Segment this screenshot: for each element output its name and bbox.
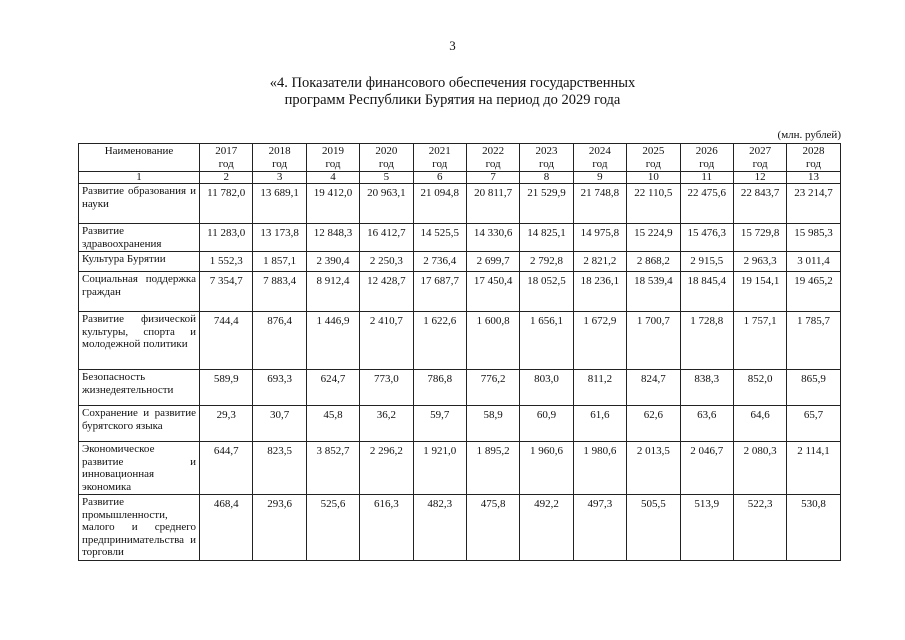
year-unit-label: год bbox=[752, 157, 768, 170]
table-body bbox=[79, 184, 841, 561]
value-cell: 59,7 bbox=[413, 406, 466, 442]
table-row bbox=[79, 224, 841, 252]
value-cell: 61,6 bbox=[573, 406, 626, 442]
program-name-cell: Культура Бурятии bbox=[79, 252, 200, 272]
year-column-header bbox=[306, 144, 359, 172]
table-row bbox=[79, 272, 841, 312]
program-name-cell: Развитие образования и науки bbox=[79, 184, 200, 224]
document-title bbox=[0, 75, 905, 109]
year-column-header bbox=[200, 144, 253, 172]
year-column-header bbox=[360, 144, 413, 172]
value-cell: 15 476,3 bbox=[680, 224, 733, 252]
year-column-header bbox=[627, 144, 680, 172]
value-cell: 62,6 bbox=[627, 406, 680, 442]
table-row bbox=[79, 406, 841, 442]
name-column-header: Наименование bbox=[79, 144, 200, 172]
year-unit-label: год bbox=[699, 157, 715, 170]
value-cell: 1 600,8 bbox=[466, 312, 519, 370]
value-cell: 744,4 bbox=[200, 312, 253, 370]
value-cell: 2 390,4 bbox=[306, 252, 359, 272]
page-number: 3 bbox=[449, 38, 456, 53]
value-cell: 15 729,8 bbox=[733, 224, 786, 252]
value-cell: 786,8 bbox=[413, 370, 466, 406]
value-cell: 21 529,9 bbox=[520, 184, 573, 224]
value-cell: 616,3 bbox=[360, 495, 413, 561]
year-unit-label: год bbox=[325, 157, 341, 170]
value-cell: 36,2 bbox=[360, 406, 413, 442]
title-line-2: программ Республики Бурятия на период до 2029 года bbox=[284, 92, 621, 108]
year-column-header bbox=[466, 144, 519, 172]
value-cell: 64,6 bbox=[733, 406, 786, 442]
value-cell: 468,4 bbox=[200, 495, 253, 561]
value-cell: 482,3 bbox=[413, 495, 466, 561]
value-cell: 2 296,2 bbox=[360, 442, 413, 495]
year-label: 2027 bbox=[749, 145, 772, 157]
column-number-row bbox=[79, 172, 841, 184]
year-label: 2023 bbox=[535, 145, 558, 157]
column-number-cell: 8 bbox=[520, 172, 573, 184]
year-column-header bbox=[573, 144, 626, 172]
header-row bbox=[79, 144, 841, 172]
program-name-cell: Развитие физической культуры, спорта и молодежной политики bbox=[79, 312, 200, 370]
value-cell: 14 975,8 bbox=[573, 224, 626, 252]
value-cell: 1 895,2 bbox=[466, 442, 519, 495]
value-cell: 2 699,7 bbox=[466, 252, 519, 272]
value-cell: 2 250,3 bbox=[360, 252, 413, 272]
value-cell: 8 912,4 bbox=[306, 272, 359, 312]
year-label: 2025 bbox=[642, 145, 665, 157]
value-cell: 522,3 bbox=[733, 495, 786, 561]
column-number-cell: 12 bbox=[733, 172, 786, 184]
year-label: 2019 bbox=[321, 145, 344, 157]
value-cell: 22 843,7 bbox=[733, 184, 786, 224]
value-cell: 824,7 bbox=[627, 370, 680, 406]
value-cell: 2 013,5 bbox=[627, 442, 680, 495]
value-cell: 513,9 bbox=[680, 495, 733, 561]
value-cell: 22 475,6 bbox=[680, 184, 733, 224]
value-cell: 19 154,1 bbox=[733, 272, 786, 312]
value-cell: 15 224,9 bbox=[627, 224, 680, 252]
value-cell: 29,3 bbox=[200, 406, 253, 442]
value-cell: 803,0 bbox=[520, 370, 573, 406]
column-number-cell: 13 bbox=[787, 172, 840, 184]
year-column-header bbox=[680, 144, 733, 172]
value-cell: 1 656,1 bbox=[520, 312, 573, 370]
units-label: (млн. рублей) bbox=[777, 129, 841, 141]
column-number-cell: 3 bbox=[253, 172, 306, 184]
value-cell: 1 728,8 bbox=[680, 312, 733, 370]
value-cell: 525,6 bbox=[306, 495, 359, 561]
value-cell: 2 792,8 bbox=[520, 252, 573, 272]
year-unit-label: год bbox=[592, 157, 608, 170]
year-unit-label: год bbox=[645, 157, 661, 170]
program-name-cell: Безопасность жизнедеятельности bbox=[79, 370, 200, 406]
column-number-cell: 4 bbox=[306, 172, 359, 184]
year-label: 2017 bbox=[215, 145, 238, 157]
value-cell: 16 412,7 bbox=[360, 224, 413, 252]
value-cell: 11 283,0 bbox=[200, 224, 253, 252]
value-cell: 2 963,3 bbox=[733, 252, 786, 272]
value-cell: 2 915,5 bbox=[680, 252, 733, 272]
year-label: 2020 bbox=[375, 145, 398, 157]
table-row bbox=[79, 442, 841, 495]
column-number-cell: 10 bbox=[627, 172, 680, 184]
year-unit-label: год bbox=[432, 157, 448, 170]
year-label: 2022 bbox=[482, 145, 505, 157]
year-label: 2021 bbox=[428, 145, 451, 157]
value-cell: 14 825,1 bbox=[520, 224, 573, 252]
year-unit-label: год bbox=[378, 157, 394, 170]
value-cell: 2 114,1 bbox=[787, 442, 840, 495]
value-cell: 17 450,4 bbox=[466, 272, 519, 312]
value-cell: 2 736,4 bbox=[413, 252, 466, 272]
value-cell: 30,7 bbox=[253, 406, 306, 442]
value-cell: 1 960,6 bbox=[520, 442, 573, 495]
value-cell: 1 757,1 bbox=[733, 312, 786, 370]
value-cell: 14 525,5 bbox=[413, 224, 466, 252]
value-cell: 624,7 bbox=[306, 370, 359, 406]
value-cell: 293,6 bbox=[253, 495, 306, 561]
value-cell: 7 354,7 bbox=[200, 272, 253, 312]
value-cell: 13 689,1 bbox=[253, 184, 306, 224]
value-cell: 1 785,7 bbox=[787, 312, 840, 370]
value-cell: 776,2 bbox=[466, 370, 519, 406]
value-cell: 18 236,1 bbox=[573, 272, 626, 312]
value-cell: 838,3 bbox=[680, 370, 733, 406]
value-cell: 23 214,7 bbox=[787, 184, 840, 224]
column-number-cell: 2 bbox=[200, 172, 253, 184]
table-row bbox=[79, 184, 841, 224]
program-name-cell: Развитие промышленности, малого и среднего предпринимательства и торговли bbox=[79, 495, 200, 561]
title-line-1: «4. Показатели финансового обеспечения государственных bbox=[269, 75, 636, 91]
value-cell: 19 465,2 bbox=[787, 272, 840, 312]
value-cell: 3 852,7 bbox=[306, 442, 359, 495]
year-label: 2024 bbox=[588, 145, 611, 157]
year-unit-label: год bbox=[218, 157, 234, 170]
table-row bbox=[79, 370, 841, 406]
year-column-header bbox=[787, 144, 840, 172]
value-cell: 12 428,7 bbox=[360, 272, 413, 312]
year-column-header bbox=[413, 144, 466, 172]
value-cell: 530,8 bbox=[787, 495, 840, 561]
program-name-cell: Экономическое развитие и инновационная экономика bbox=[79, 442, 200, 495]
value-cell: 505,5 bbox=[627, 495, 680, 561]
value-cell: 11 782,0 bbox=[200, 184, 253, 224]
value-cell: 2 868,2 bbox=[627, 252, 680, 272]
value-cell: 497,3 bbox=[573, 495, 626, 561]
value-cell: 2 080,3 bbox=[733, 442, 786, 495]
column-number-cell: 1 bbox=[79, 172, 200, 184]
value-cell: 22 110,5 bbox=[627, 184, 680, 224]
year-column-header bbox=[253, 144, 306, 172]
value-cell: 60,9 bbox=[520, 406, 573, 442]
value-cell: 644,7 bbox=[200, 442, 253, 495]
value-cell: 7 883,4 bbox=[253, 272, 306, 312]
value-cell: 2 046,7 bbox=[680, 442, 733, 495]
value-cell: 693,3 bbox=[253, 370, 306, 406]
column-number-cell: 9 bbox=[573, 172, 626, 184]
value-cell: 823,5 bbox=[253, 442, 306, 495]
value-cell: 21 094,8 bbox=[413, 184, 466, 224]
value-cell: 589,9 bbox=[200, 370, 253, 406]
value-cell: 1 857,1 bbox=[253, 252, 306, 272]
value-cell: 18 052,5 bbox=[520, 272, 573, 312]
year-unit-label: год bbox=[272, 157, 288, 170]
value-cell: 773,0 bbox=[360, 370, 413, 406]
value-cell: 19 412,0 bbox=[306, 184, 359, 224]
value-cell: 1 446,9 bbox=[306, 312, 359, 370]
value-cell: 1 672,9 bbox=[573, 312, 626, 370]
column-number-cell: 6 bbox=[413, 172, 466, 184]
program-name-cell: Сохранение и развитие бурятского языка bbox=[79, 406, 200, 442]
value-cell: 12 848,3 bbox=[306, 224, 359, 252]
value-cell: 15 985,3 bbox=[787, 224, 840, 252]
program-name-cell: Развитие здравоохранения bbox=[79, 224, 200, 252]
value-cell: 865,9 bbox=[787, 370, 840, 406]
value-cell: 811,2 bbox=[573, 370, 626, 406]
value-cell: 63,6 bbox=[680, 406, 733, 442]
value-cell: 18 539,4 bbox=[627, 272, 680, 312]
program-name-cell: Социальная поддержка граждан bbox=[79, 272, 200, 312]
value-cell: 876,4 bbox=[253, 312, 306, 370]
year-label: 2028 bbox=[802, 145, 825, 157]
year-unit-label: год bbox=[485, 157, 501, 170]
value-cell: 475,8 bbox=[466, 495, 519, 561]
value-cell: 2 410,7 bbox=[360, 312, 413, 370]
value-cell: 1 552,3 bbox=[200, 252, 253, 272]
value-cell: 1 700,7 bbox=[627, 312, 680, 370]
table-row bbox=[79, 312, 841, 370]
value-cell: 21 748,8 bbox=[573, 184, 626, 224]
value-cell: 17 687,7 bbox=[413, 272, 466, 312]
value-cell: 45,8 bbox=[306, 406, 359, 442]
column-number-cell: 7 bbox=[466, 172, 519, 184]
value-cell: 1 921,0 bbox=[413, 442, 466, 495]
value-cell: 1 622,6 bbox=[413, 312, 466, 370]
value-cell: 18 845,4 bbox=[680, 272, 733, 312]
year-label: 2018 bbox=[268, 145, 291, 157]
value-cell: 852,0 bbox=[733, 370, 786, 406]
column-number-cell: 5 bbox=[360, 172, 413, 184]
year-unit-label: год bbox=[805, 157, 821, 170]
value-cell: 65,7 bbox=[787, 406, 840, 442]
value-cell: 20 963,1 bbox=[360, 184, 413, 224]
value-cell: 58,9 bbox=[466, 406, 519, 442]
value-cell: 3 011,4 bbox=[787, 252, 840, 272]
financing-table bbox=[78, 143, 841, 561]
column-number-cell: 11 bbox=[680, 172, 733, 184]
table-row bbox=[79, 252, 841, 272]
value-cell: 1 980,6 bbox=[573, 442, 626, 495]
value-cell: 492,2 bbox=[520, 495, 573, 561]
table-row bbox=[79, 495, 841, 561]
year-label: 2026 bbox=[695, 145, 718, 157]
year-unit-label: год bbox=[539, 157, 555, 170]
value-cell: 20 811,7 bbox=[466, 184, 519, 224]
value-cell: 2 821,2 bbox=[573, 252, 626, 272]
year-column-header bbox=[733, 144, 786, 172]
value-cell: 13 173,8 bbox=[253, 224, 306, 252]
year-column-header bbox=[520, 144, 573, 172]
value-cell: 14 330,6 bbox=[466, 224, 519, 252]
